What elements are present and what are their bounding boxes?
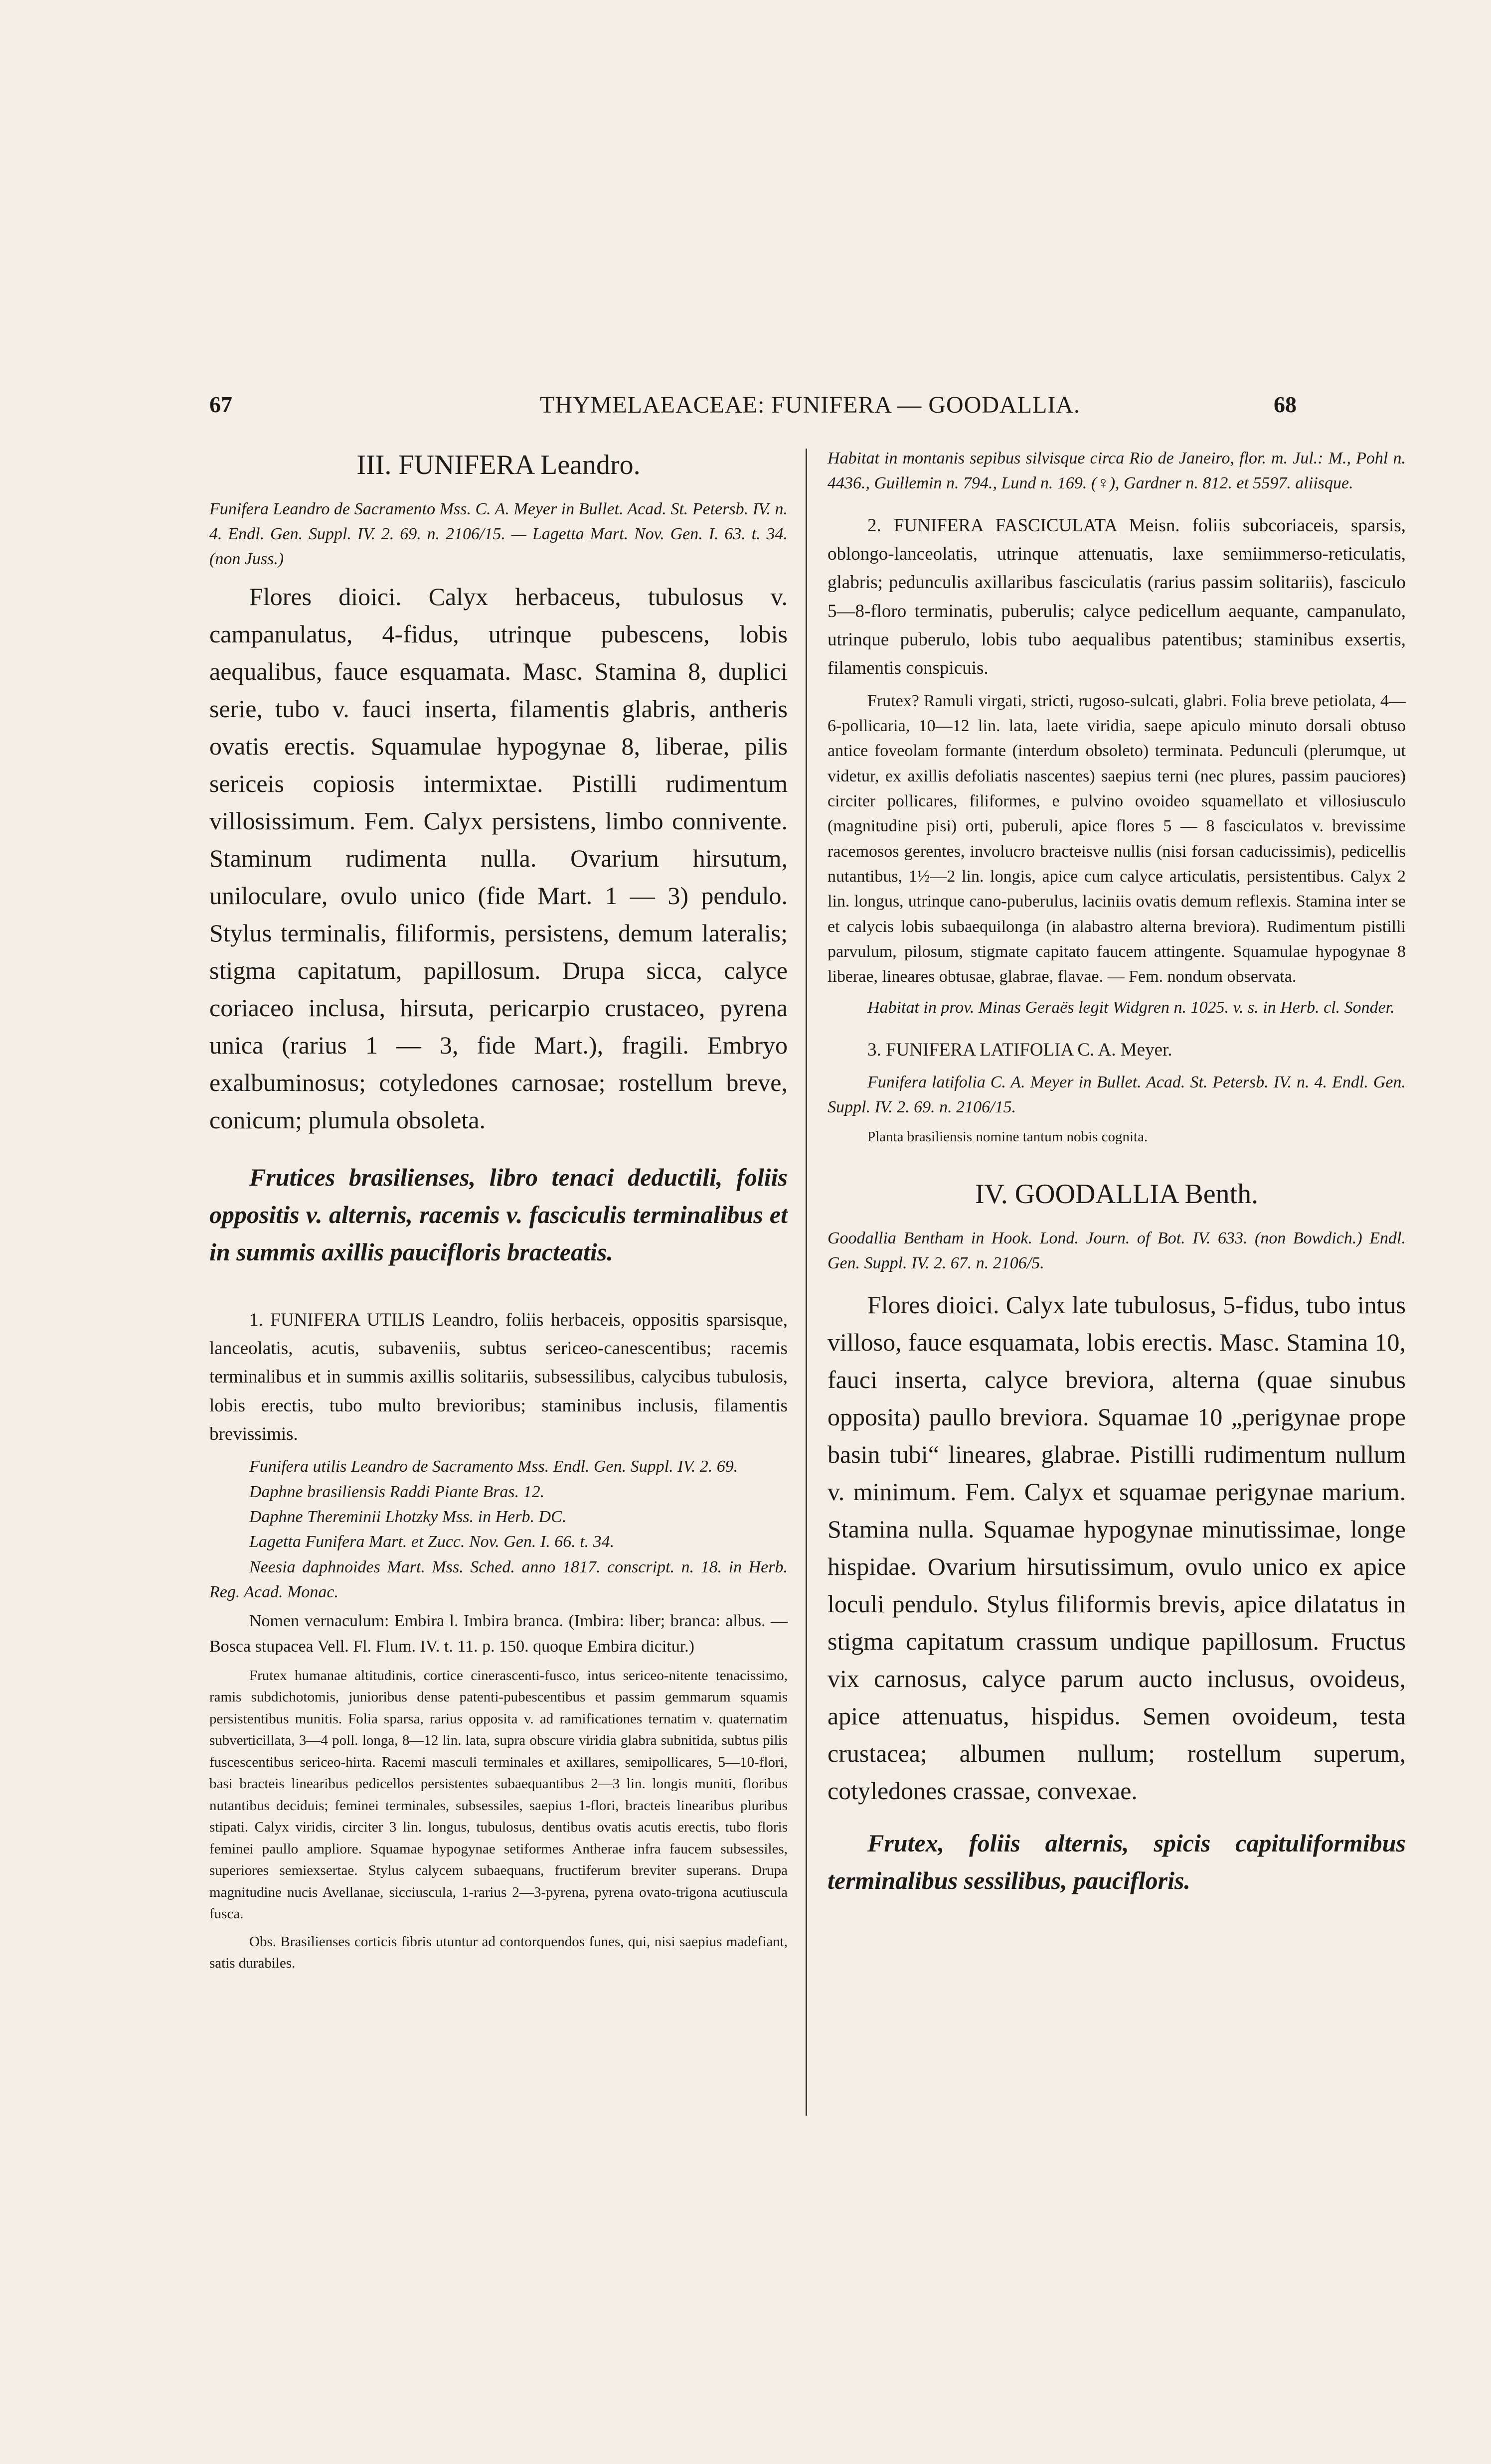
species-3-reference: Funifera latifolia C. A. Meyer in Bullet. Acad. St. Petersb. IV. n. 4. Endl. Gen. Suppl. IV. 2. 69. n. 2106/15.	[828, 1073, 1406, 1117]
species-3-heading: 3. FUNIFERA LATIFOLIA C. A. Meyer.	[867, 1039, 1172, 1060]
species-2-heading: 2. FUNIFERA FASCICULATA Meisn. foliis subcoriaceis, sparsis, oblongo-lanceolatis, utrinque attenuatis, laxe semiimmerso-reticulatis, glabris; pedunculis axillaribus fasciculatis (rarius passim solitariis), fasciculo 5—8-floro terminatis, puberulis; calyce pedicellum aequante, campanulato, utrinque puberulo, lobis tubo aequalibus patentibus; staminibus exsertis, filamentis conspicuis.	[828, 515, 1406, 679]
running-header: THYMELAEACEAE: FUNIFERA — GOODALLIA.	[540, 392, 1080, 418]
genus-description: Flores dioici. Calyx herbaceus, tubulosus v. campanulatus, 4-fidus, utrinque pubescens, lobis aequalibus, fauce esquamata. Masc. Stamina 8, duplici serie, tubo v. fauci inserta, filamentis glabris, antheris ovatis erectis. Squamulae hypogynae 8, liberae, pilis sericeis copiosis intermixtae. Pistilli rudimentum villosissimum. Fem. Calyx persistens, limbo connivente. Staminum rudimenta nulla. Ovarium hirsutum, uniloculare, ovulo unico (fide Mart. 1 — 3) pendulo. Stylus terminalis, filiformis, persistens, demum lateralis; stigma capitatum, papillosum. Drupa sicca, calyce coriaceo inclusa, hirsuta, pericarpio crustaceo, pyrena unica (rarius 1 — 3, fide Mart.), fragili. Embryo exalbuminosus; cotyledones carnosae; rostellum breve, conicum; plumula obsoleta.	[209, 582, 788, 1134]
goodallia-reference: Goodallia Bentham in Hook. Lond. Journ. of Bot. IV. 633. (non Bowdich.) Endl. Gen. Suppl. IV. 2. 67. n. 2106/5.	[828, 1229, 1406, 1273]
page-number-right: 68	[1274, 392, 1297, 417]
right-column	[828, 446, 1406, 1905]
species-1-observation: Obs. Brasilienses corticis fibris utuntur ad contorquendos funes, qui, nisi saepius madefiant, satis durabiles.	[209, 1933, 788, 1972]
goodallia-description: Flores dioici. Calyx late tubulosus, 5-fidus, tubo intus villoso, fauce esquamata, lobis erectis. Masc. Stamina 10, fauci inserta, calyce breviora, alterna (quae sinubus opposita) paullo breviora. Squamae 10 „perigynae prope basin tubi“ lineares, glabrae. Pistilli rudimentum nullum v. minimum. Fem. Calyx et squamae perigynae marium. Stamina nulla. Squamae hypogynae minutissimae, longe hispidae. Ovarium hirsutissimum, ovulo unico ex apice loculi pendulo. Stylus filiformis brevis, apice dilatatus in stigma capitatum crassum undique papillosum. Fructus vix carnosus, calyce parum aucto inclusus, ovoideus, apice attenuatus, hispidus. Semen ovoideum, testa crustacea; albumen nullum; rostellum superum, cotyledones crassae, convexae.	[828, 1290, 1406, 1805]
species-1-description: Frutex humanae altitudinis, cortice cinerascenti-fusco, intus sericeo-nitente tenacissimo, ramis subdichotomis, junioribus dense patenti-pubescentibus et passim gemmarum squamis persistentibus munitis. Folia sparsa, rarius opposita v. ad ramificationes ternatim v. quaternatim subverticillata, 3—4 poll. longa, 8—12 lin. lata, supra obscure viridia glabra subnitida, subtus pilis fuscescentibus sericeo-hirta. Racemi masculi terminales et axillares, semipollicares, 5—10-flori, basi bracteis linearibus pedicellos persistentes subaequantibus 2—3 lin. longis muniti, floribus nutantibus deciduis; feminei terminales, subsessiles, saepius 1-flori, bracteis linearibus pluribus stipati. Calyx viridis, circiter 3 lin. longus, tubulosus, dentibus ovatis acutis erectis, tubo floris feminei paullo ampliore. Squamae hypogynae setiformes Antherae infra faucem subsessiles, superiores semiexsertae. Stylus calycem subaequans, fructiferum breviter superans. Drupa magnitudine nucis Avellanae, sicciuscula, 1-rarius 2—3-pyrena, pyrena ovato-trigona acutiuscula fusca.	[209, 1667, 788, 1922]
species-3-note: Planta brasiliensis nomine tantum nobis cognita.	[867, 1128, 1148, 1145]
synonym: Lagetta Funifera Mart. et Zucc. Nov. Gen. I. 66. t. 34.	[249, 1533, 615, 1551]
species-2-habitat: Habitat in prov. Minas Geraës legit Widgren n. 1025. v. s. in Herb. cl. Sonder.	[867, 998, 1395, 1017]
synonym: Funifera utilis Leandro de Sacramento Mss. Endl. Gen. Suppl. IV. 2. 69.	[249, 1457, 738, 1476]
synonym-list	[209, 1454, 788, 1605]
genus-title-goodallia: IV. GOODALLIA Benth.	[975, 1179, 1259, 1210]
species-1-habitat: Habitat in montanis sepibus silvisque circa Rio de Janeiro, flor. m. Jul.: M., Pohl n. 4436., Guillemin n. 794., Lund n. 169. (♀), Gardner n. 812. et 5597. aliisque.	[828, 449, 1406, 493]
synonym: Neesia daphnoides Mart. Mss. Sched. anno 1817. conscript. n. 18. in Herb. Reg. Acad. Monac.	[209, 1557, 788, 1602]
vernacular-name: Nomen vernaculum: Embira l. Imbira branca. (Imbira: liber; branca: albus. — Bosca stupacea Vell. Fl. Flum. IV. t. 11. p. 150. quoque Embira dicitur.)	[209, 1612, 788, 1656]
synonym: Daphne Thereminii Lhotzky Mss. in Herb. DC.	[249, 1508, 567, 1527]
genus-habit: Frutices brasilienses, libro tenaci deductili, foliis oppositis v. alternis, racemis v. fasciculis terminalibus et in summis axillis paucifloris bracteatis.	[209, 1163, 788, 1266]
genus-title-funifera: III. FUNIFERA Leandro.	[356, 450, 641, 480]
column-divider	[806, 449, 807, 2116]
species-2-description: Frutex? Ramuli virgati, stricti, rugoso-sulcati, glabri. Folia breve petiolata, 4—6-pollicaria, 10—12 lin. lata, laete viridia, saepe apiculo minuto dorsali obtuso antice foveolam formante (interdum obsoleto) terminata. Pedunculi (plerumque, ut videtur, ex axillis defoliatis nascentes) saepius terni (nec plures, passim pauciores) circiter pollicares, filiformes, e pulvino ovoideo squamellato et villosiusculo (magnitudine pisi) orti, puberuli, apice flores 5 — 8 fasciculatos v. brevissime racemosos gerentes, involucro bracteisve nullis (nisi forsan caducissimis), pedicellis nutantibus, 1½—2 lin. longis, apice cum calyce articulatis, persistentibus. Calyx 2 lin. longus, utrinque cano-puberulus, laciniis ovatis demum reflexis. Stamina inter se et calycis lobis subaequilonga (in alabastro alterna breviora). Rudimentum pistilli parvulum, pilosum, stigmate capitato faucem attingente. Squamulae hypogynae 8 liberae, lineares obtusae, glabrae, flavae. — Fem. nondum observata.	[828, 691, 1406, 986]
synonym: Daphne brasiliensis Raddi Piante Bras. 12.	[249, 1482, 545, 1501]
goodallia-habit: Frutex, foliis alternis, spicis capituliformibus terminalibus sessilibus, paucifloris.	[828, 1829, 1406, 1894]
genus-reference: Funifera Leandro de Sacramento Mss. C. A. Meyer in Bullet. Acad. St. Petersb. IV. n. 4. Endl. Gen. Suppl. IV. 2. 69. n. 2106/15. — Lagetta Mart. Nov. Gen. I. 63. t. 34. (non Juss.)	[209, 499, 788, 569]
left-column	[209, 439, 788, 1981]
species-1-heading: 1. FUNIFERA UTILIS Leandro, foliis herbaceis, oppositis sparsisque, lanceolatis, acutis, subaveniis, subtus sericeo-canescentibus; racemis terminalibus et in summis axillis solitariis, subsessilibus, calycibus tubulosis, lobis erectis, tubo multo brevioribus; staminibus inclusis, filamentis brevissimis.	[209, 1309, 788, 1445]
page-number-left: 67	[209, 392, 232, 417]
